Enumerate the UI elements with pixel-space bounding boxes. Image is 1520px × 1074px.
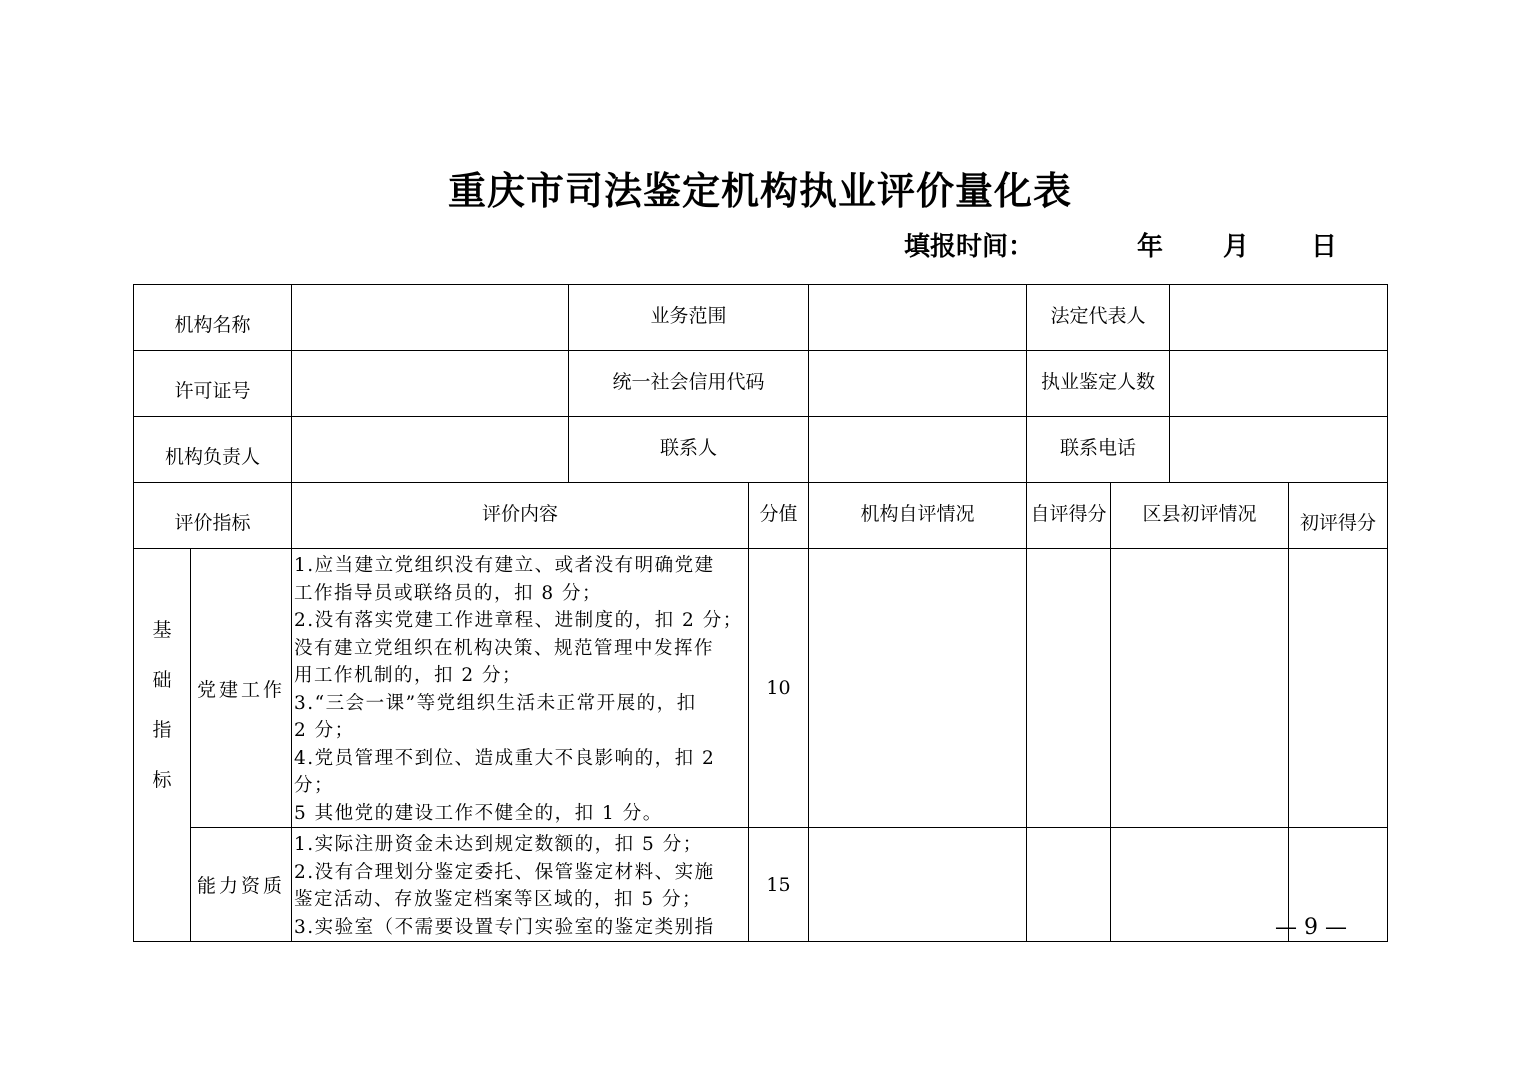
credit-code-label: 统一社会信用代码 [569,351,809,417]
info-row-contact [134,417,1388,483]
self-score-cell[interactable] [1027,828,1111,942]
header-self-evaluation: 机构自评情况 [809,483,1027,549]
self-evaluation-cell[interactable] [809,549,1027,828]
fill-date-day: 日 [1311,232,1338,262]
contact-person-label: 联系人 [569,417,809,483]
info-row-institution [134,285,1388,351]
appraiser-count-label: 执业鉴定人数 [1027,351,1170,417]
page-number: — 9 — [1275,915,1347,940]
legal-representative-field[interactable] [1170,285,1388,351]
self-score-cell[interactable] [1027,549,1111,828]
item-content: 1.应当建立党组织没有建立、或者没有明确党建 工作指导员或联络员的，扣 8 分； 2.没有落实党建工作进章程、进制度的，扣 2 分； 没有建立党组织在机构决策、规范管理中发挥作 用工作机制的，扣 2 分； 3.“三会一课”等党组织生活未正常开展的，扣 2 分； 4.党员管理不到位、造成重大不良影响的，扣 2 分； 5 其他党的建设工作不健全的，扣 1 分。 [292,549,749,828]
header-indicator: 评价指标 [134,483,292,549]
license-number-field[interactable] [292,351,569,417]
institution-name-label: 机构名称 [134,285,292,351]
info-row-license [134,351,1388,417]
institution-name-field[interactable] [292,285,569,351]
legal-representative-label: 法定代表人 [1027,285,1170,351]
self-evaluation-cell[interactable] [809,828,1027,942]
item-name: 能力资质 [191,828,292,942]
fill-date-label: 填报时间： [904,232,1035,262]
initial-score-cell[interactable] [1289,549,1388,828]
institution-head-label: 机构负责人 [134,417,292,483]
item-content: 1.实际注册资金未达到规定数额的，扣 5 分； 2.没有合理划分鉴定委托、保管鉴定材料、实施 鉴定活动、存放鉴定档案等区域的，扣 5 分； 3.实验室（不需要设置专门实验室的鉴定类别指 [292,828,749,942]
header-district-evaluation: 区县初评情况 [1111,483,1289,549]
item-score: 15 [749,828,809,942]
appraiser-count-field[interactable] [1170,351,1388,417]
header-initial-score: 初评得分 [1289,483,1388,549]
header-score: 分值 [749,483,809,549]
table-row [134,828,1388,942]
fill-date-year: 年 [1137,232,1164,262]
contact-phone-label: 联系电话 [1027,417,1170,483]
header-content: 评价内容 [292,483,749,549]
category-basic-indicator: 基 础 指 标 [134,549,191,942]
item-name: 党建工作 [191,549,292,828]
page-title: 重庆市司法鉴定机构执业评价量化表 [447,169,1072,213]
evaluation-form-table [133,284,1388,942]
credit-code-field[interactable] [809,351,1027,417]
table-row [134,549,1388,828]
header-self-score: 自评得分 [1027,483,1111,549]
institution-head-field[interactable] [292,417,569,483]
header-row [134,483,1388,549]
license-number-label: 许可证号 [134,351,292,417]
contact-phone-field[interactable] [1170,417,1388,483]
contact-person-field[interactable] [809,417,1027,483]
district-evaluation-cell[interactable] [1111,828,1289,942]
fill-date-month: 月 [1223,232,1250,262]
business-scope-label: 业务范围 [569,285,809,351]
district-evaluation-cell[interactable] [1111,549,1289,828]
business-scope-field[interactable] [809,285,1027,351]
item-score: 10 [749,549,809,828]
